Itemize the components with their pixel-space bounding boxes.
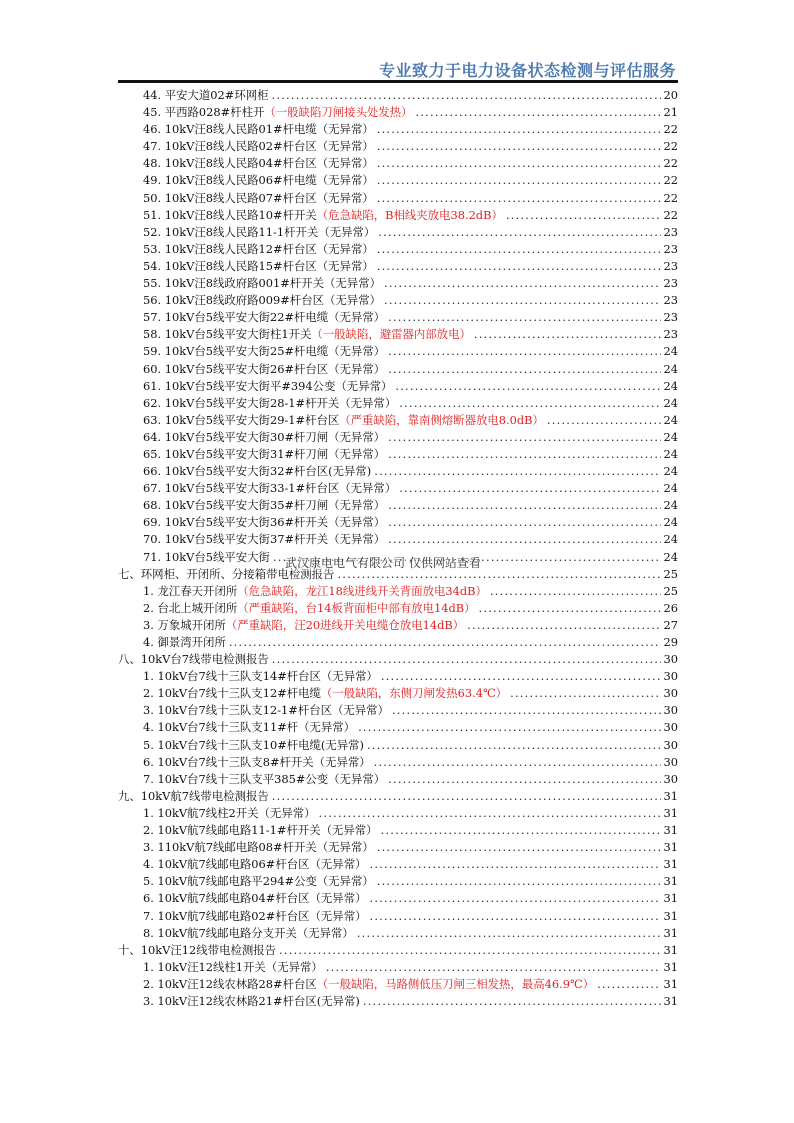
toc-entry-title: 7. 10kV航7线邮电路02#杆台区（无异常） <box>143 908 367 923</box>
toc-entry-title: 56. 10kV汪8线政府路009#杆台区（无异常） <box>143 293 381 308</box>
toc-page-number: 22 <box>663 190 678 205</box>
toc-entry-title: 44. 平安大道02#环网柜 <box>143 88 269 102</box>
toc-page-number: 20 <box>663 88 678 102</box>
toc-dot-leader <box>388 497 660 514</box>
toc-entry-title: 1. 10kV航7线柱2开关（无异常） <box>143 805 316 820</box>
toc-dot-leader <box>272 87 661 104</box>
toc-entry-title: 45. 平西路028#杆柱开 <box>143 105 265 120</box>
toc-dot-leader <box>369 908 660 925</box>
toc-entry-title: 51. 10kV汪8线人民路10#杆开关 <box>143 207 317 222</box>
toc-page-number: 31 <box>663 976 678 991</box>
toc-page-number: 24 <box>663 481 678 496</box>
toc-entry-title: 七、环网柜、开闭所、分接箱带电检测报告 <box>118 566 335 581</box>
toc-entry[interactable] <box>118 258 678 275</box>
toc-entry-title: 59. 10kV台5线平安大街25#杆电缆（无异常） <box>143 344 386 359</box>
toc-entry-title: 67. 10kV台5线平安大街33-1#杆台区（无异常） <box>143 481 397 496</box>
toc-entry-title: 5. 10kV航7线邮电路平294#公变（无异常） <box>143 874 374 889</box>
toc-entry-title: 66. 10kV台5线平安大街32#杆台区(无异常) <box>143 464 372 479</box>
toc-dot-leader <box>388 771 660 788</box>
toc-dot-leader <box>377 839 661 856</box>
toc-page-number: 31 <box>663 891 678 906</box>
toc-page-number: 22 <box>663 122 678 137</box>
toc-dot-leader <box>547 412 661 429</box>
toc-entry[interactable] <box>118 463 678 480</box>
toc-entry[interactable] <box>118 583 678 600</box>
toc-entry-title: 8. 10kV航7线邮电路分支开关（无异常） <box>143 925 354 940</box>
toc-page-number: 30 <box>663 720 678 735</box>
header-title: 专业致力于电力设备状态检测与评估服务 <box>378 61 676 80</box>
toc-entry-title: 53. 10kV汪8线人民路12#杆台区（无异常） <box>143 241 374 256</box>
toc-entry[interactable] <box>118 993 678 1010</box>
toc-entry-title: 九、10kV航7线带电检测报告 <box>118 788 269 803</box>
toc-page-number: 23 <box>663 276 678 291</box>
toc-entry[interactable] <box>118 822 678 839</box>
toc-dot-leader <box>367 737 661 754</box>
toc-entry-title: 4. 御景湾开闭所 <box>143 635 226 649</box>
toc-page-number: 24 <box>663 515 678 530</box>
toc-dot-leader <box>381 668 661 685</box>
toc-page-number: 30 <box>663 652 678 667</box>
watermark-text: 武汉康电电气有限公司 仅供网站查看 <box>285 556 481 570</box>
toc-dot-leader <box>415 104 660 121</box>
toc-page-number: 31 <box>663 942 678 957</box>
toc-entry-title: 1. 龙江春天开闭所 <box>143 583 238 598</box>
table-of-contents <box>118 87 678 1010</box>
toc-dot-leader <box>399 395 660 412</box>
toc-entry-title: 4. 10kV航7线邮电路06#杆台区（无异常） <box>143 857 367 872</box>
toc-entry[interactable] <box>118 976 678 993</box>
toc-entry-title: 3. 10kV汪12线农林路21#杆台区(无异常) <box>143 993 360 1008</box>
toc-entry-defect-note: （危急缺陷，B相线夹放电38.2dB） <box>316 207 503 222</box>
toc-dot-leader <box>474 326 661 343</box>
toc-entry-title: 71. 10kV台5线平安大街 <box>143 549 270 564</box>
toc-dot-leader <box>506 207 661 224</box>
toc-page-number: 23 <box>663 310 678 325</box>
toc-dot-leader <box>358 719 660 736</box>
toc-entry-title: 八、10kV台7线带电检测报告 <box>118 652 269 667</box>
toc-entry[interactable] <box>118 326 678 343</box>
toc-dot-leader <box>374 463 660 480</box>
toc-entry-title: 2. 10kV航7线邮电路11-1#杆开关（无异常） <box>143 823 378 838</box>
toc-entry-title: 5. 10kV台7线十三队支10#杆电缆(无异常) <box>143 737 364 752</box>
toc-entry[interactable] <box>118 309 678 326</box>
toc-dot-leader <box>399 480 660 497</box>
toc-dot-leader <box>272 788 661 805</box>
toc-dot-leader <box>377 155 661 172</box>
toc-dot-leader <box>384 275 661 292</box>
toc-entry-title: 4. 10kV台7线十三队支11#杆（无异常） <box>143 720 356 735</box>
toc-entry-title: 52. 10kV汪8线人民路11-1杆开关（无异常） <box>143 224 376 239</box>
toc-dot-leader <box>369 856 660 873</box>
toc-entry[interactable] <box>118 172 678 189</box>
toc-entry-title: 68. 10kV台5线平安大街35#杆刀闸（无异常） <box>143 498 386 513</box>
toc-entry[interactable] <box>118 155 678 172</box>
toc-dot-leader <box>395 378 660 395</box>
toc-dot-leader <box>597 976 660 993</box>
toc-page-number: 31 <box>663 908 678 923</box>
toc-entry-title: 1. 10kV台7线十三队支14#杆台区（无异常） <box>143 669 378 684</box>
toc-page-number: 25 <box>663 583 678 598</box>
toc-entry[interactable] <box>118 634 678 651</box>
toc-entry[interactable] <box>118 925 678 942</box>
toc-dot-leader <box>388 343 660 360</box>
toc-entry[interactable] <box>118 908 678 925</box>
toc-entry[interactable] <box>118 429 678 446</box>
toc-dot-leader <box>279 942 660 959</box>
toc-dot-leader <box>374 754 661 771</box>
toc-page-number: 24 <box>663 395 678 410</box>
toc-page-number: 24 <box>663 378 678 393</box>
toc-page-number: 24 <box>663 429 678 444</box>
toc-section-heading[interactable] <box>118 651 678 668</box>
toc-dot-leader <box>388 514 660 531</box>
toc-entry-title: 60. 10kV台5线平安大街26#杆台区（无异常） <box>143 361 386 376</box>
toc-entry[interactable] <box>118 856 678 873</box>
toc-entry[interactable] <box>118 959 678 976</box>
toc-entry-title: 50. 10kV汪8线人民路07#杆台区（无异常） <box>143 190 374 205</box>
toc-entry-title: 65. 10kV台5线平安大街31#杆刀闸（无异常） <box>143 446 386 461</box>
toc-page-number: 31 <box>663 840 678 855</box>
toc-page-number: 29 <box>663 635 678 649</box>
toc-page-number: 21 <box>663 105 678 120</box>
toc-entry-title: 7. 10kV台7线十三队支平385#公变（无异常） <box>143 771 386 786</box>
toc-dot-leader <box>377 241 661 258</box>
toc-page-number: 24 <box>663 361 678 376</box>
toc-page-number: 31 <box>663 805 678 820</box>
toc-entry-defect-note: （严重缺陷，靠南侧熔断器放电8.0dB） <box>339 412 544 427</box>
toc-dot-leader <box>357 925 661 942</box>
toc-page-number: 24 <box>663 549 678 564</box>
toc-entry[interactable] <box>118 890 678 907</box>
toc-dot-leader <box>490 583 661 600</box>
toc-entry[interactable] <box>118 87 678 104</box>
toc-page-number: 31 <box>663 925 678 940</box>
toc-page-number: 23 <box>663 327 678 342</box>
toc-entry[interactable] <box>118 873 678 890</box>
toc-page-number: 24 <box>663 498 678 513</box>
toc-entry[interactable] <box>118 497 678 514</box>
toc-page-number: 24 <box>663 344 678 359</box>
toc-dot-leader <box>326 959 661 976</box>
toc-dot-leader <box>388 446 660 463</box>
toc-entry-title: 63. 10kV台5线平安大街29-1#杆台区 <box>143 412 340 427</box>
toc-entry-title: 69. 10kV台5线平安大街36#杆开关（无异常） <box>143 515 386 530</box>
toc-entry-title: 6. 10kV台7线十三队支8#杆开关（无异常） <box>143 754 371 769</box>
toc-entry-title: 61. 10kV台5线平安大街平#394公变（无异常） <box>143 378 393 393</box>
toc-dot-leader <box>467 617 660 634</box>
toc-dot-leader <box>377 258 661 275</box>
toc-page-number: 24 <box>663 412 678 427</box>
toc-entry-title: 49. 10kV汪8线人民路06#杆电缆（无异常） <box>143 173 374 188</box>
toc-page-number: 31 <box>663 857 678 872</box>
toc-entry[interactable] <box>118 480 678 497</box>
toc-dot-leader <box>272 651 661 668</box>
toc-entry-title: 3. 110kV航7线邮电路08#杆开关（无异常） <box>143 840 374 855</box>
toc-dot-leader <box>369 890 660 907</box>
toc-page-number: 22 <box>663 173 678 188</box>
toc-entry-title: 2. 台北上城开闭所 <box>143 600 238 615</box>
toc-entry[interactable] <box>118 771 678 788</box>
toc-page-number: 30 <box>663 754 678 769</box>
toc-entry-title: 57. 10kV台5线平安大街22#杆电缆（无异常） <box>143 310 386 325</box>
toc-entry-title: 70. 10kV台5线平安大街37#杆开关（无异常） <box>143 532 386 547</box>
toc-dot-leader <box>377 121 661 138</box>
header-divider <box>118 80 678 83</box>
toc-page-number: 22 <box>663 139 678 154</box>
toc-dot-leader <box>388 361 660 378</box>
toc-entry-defect-note: （一般缺陷，避雷器内部放电） <box>311 327 471 342</box>
toc-page-number: 30 <box>663 686 678 701</box>
toc-entry[interactable] <box>118 207 678 224</box>
toc-entry[interactable] <box>118 361 678 378</box>
toc-entry[interactable] <box>118 737 678 754</box>
toc-entry-defect-note: （严重缺陷，台14板背面柜中部有放电14dB） <box>237 600 476 615</box>
toc-entry[interactable] <box>118 600 678 617</box>
toc-entry[interactable] <box>118 446 678 463</box>
toc-page-number: 30 <box>663 737 678 752</box>
toc-entry[interactable] <box>118 719 678 736</box>
toc-entry-title: 6. 10kV航7线邮电路04#杆台区（无异常） <box>143 891 367 906</box>
toc-entry-title: 2. 10kV汪12线农林路28#杆台区 <box>143 976 317 991</box>
toc-dot-leader <box>384 292 661 309</box>
toc-entry[interactable] <box>118 121 678 138</box>
toc-page-number: 31 <box>663 959 678 974</box>
toc-entry[interactable] <box>118 104 678 121</box>
toc-entry[interactable] <box>118 531 678 548</box>
toc-entry-title: 47. 10kV汪8线人民路02#杆台区（无异常） <box>143 139 374 154</box>
toc-entry[interactable] <box>118 138 678 155</box>
toc-entry[interactable] <box>118 190 678 207</box>
toc-entry-defect-note: （一般缺陷，马路侧低压刀闸三相发热，最高46.9℃） <box>316 976 595 991</box>
toc-entry[interactable] <box>118 805 678 822</box>
toc-dot-leader <box>510 685 660 702</box>
toc-section-heading[interactable] <box>118 788 678 805</box>
toc-entry-title: 1. 10kV汪12线柱1开关（无异常） <box>143 959 323 974</box>
toc-dot-leader <box>363 993 661 1010</box>
toc-section-heading[interactable] <box>118 942 678 959</box>
toc-entry-title: 46. 10kV汪8线人民路01#杆电缆（无异常） <box>143 122 374 137</box>
toc-entry-defect-note: （一般缺陷刀闸接头处发热） <box>264 105 413 120</box>
toc-dot-leader <box>392 702 661 719</box>
toc-page-number: 24 <box>663 464 678 479</box>
toc-dot-leader <box>388 531 660 548</box>
toc-entry-title: 3. 万象城开闭所 <box>143 617 226 632</box>
toc-page-number: 23 <box>663 241 678 256</box>
toc-page-number: 30 <box>663 771 678 786</box>
toc-dot-leader <box>319 805 661 822</box>
toc-entry-title: 3. 10kV台7线十三队支12-1#杆台区（无异常） <box>143 703 389 718</box>
toc-page-number: 31 <box>663 823 678 838</box>
toc-page-number: 23 <box>663 224 678 239</box>
toc-entry[interactable] <box>118 395 678 412</box>
toc-page-number: 22 <box>663 156 678 171</box>
toc-entry[interactable] <box>118 668 678 685</box>
toc-entry-title: 58. 10kV台5线平安大街柱1开关 <box>143 327 312 342</box>
toc-dot-leader <box>378 224 660 241</box>
toc-dot-leader <box>381 822 661 839</box>
toc-entry[interactable] <box>118 754 678 771</box>
toc-dot-leader <box>377 172 661 189</box>
toc-entry[interactable] <box>118 412 678 429</box>
toc-entry[interactable] <box>118 702 678 719</box>
toc-page-number: 22 <box>663 207 678 222</box>
toc-page-number: 23 <box>663 293 678 308</box>
toc-page-number: 27 <box>663 617 678 632</box>
toc-entry-title: 48. 10kV汪8线人民路04#杆台区（无异常） <box>143 156 374 171</box>
toc-entry-title: 64. 10kV台5线平安大街30#杆刀闸（无异常） <box>143 429 386 444</box>
toc-dot-leader <box>388 309 660 326</box>
toc-dot-leader <box>479 600 661 617</box>
toc-dot-leader <box>388 429 660 446</box>
toc-dot-leader <box>377 873 661 890</box>
toc-entry[interactable] <box>118 617 678 634</box>
toc-entry-title: 55. 10kV汪8线政府路001#杆开关（无异常） <box>143 276 381 291</box>
toc-entry[interactable] <box>118 275 678 292</box>
toc-entry[interactable] <box>118 839 678 856</box>
toc-page-number: 23 <box>663 258 678 273</box>
toc-entry-title: 54. 10kV汪8线人民路15#杆台区（无异常） <box>143 258 374 273</box>
toc-entry-title: 62. 10kV台5线平安大街28-1#杆开关（无异常） <box>143 395 397 410</box>
toc-entry-defect-note: （严重缺陷，汪20进线开关电缆仓放电14dB） <box>225 617 465 632</box>
toc-page-number: 31 <box>663 993 678 1008</box>
toc-page-number: 26 <box>663 600 678 615</box>
toc-entry[interactable] <box>118 514 678 531</box>
toc-entry[interactable] <box>118 343 678 360</box>
toc-dot-leader <box>377 190 661 207</box>
toc-entry-title: 2. 10kV台7线十三队支12#杆电缆 <box>143 686 321 701</box>
toc-page-number: 24 <box>663 446 678 461</box>
toc-page-number: 31 <box>663 874 678 889</box>
toc-entry-title: 十、10kV汪12线带电检测报告 <box>118 942 277 957</box>
toc-dot-leader <box>377 138 661 155</box>
toc-dot-leader <box>229 634 661 651</box>
toc-entry[interactable] <box>118 224 678 241</box>
toc-page-number: 30 <box>663 669 678 684</box>
toc-entry-defect-note: （危急缺陷，龙江18线进线开关背面放电34dB） <box>237 583 487 598</box>
toc-entry[interactable] <box>118 378 678 395</box>
toc-entry[interactable] <box>118 685 678 702</box>
toc-entry[interactable] <box>118 241 678 258</box>
toc-page-number: 24 <box>663 532 678 547</box>
toc-page-number: 30 <box>663 703 678 718</box>
toc-page-number: 31 <box>663 788 678 803</box>
toc-page-number: 25 <box>663 566 678 581</box>
toc-entry-defect-note: （一般缺陷，东侧刀闸发热63.4℃） <box>320 686 508 701</box>
toc-entry[interactable] <box>118 292 678 309</box>
